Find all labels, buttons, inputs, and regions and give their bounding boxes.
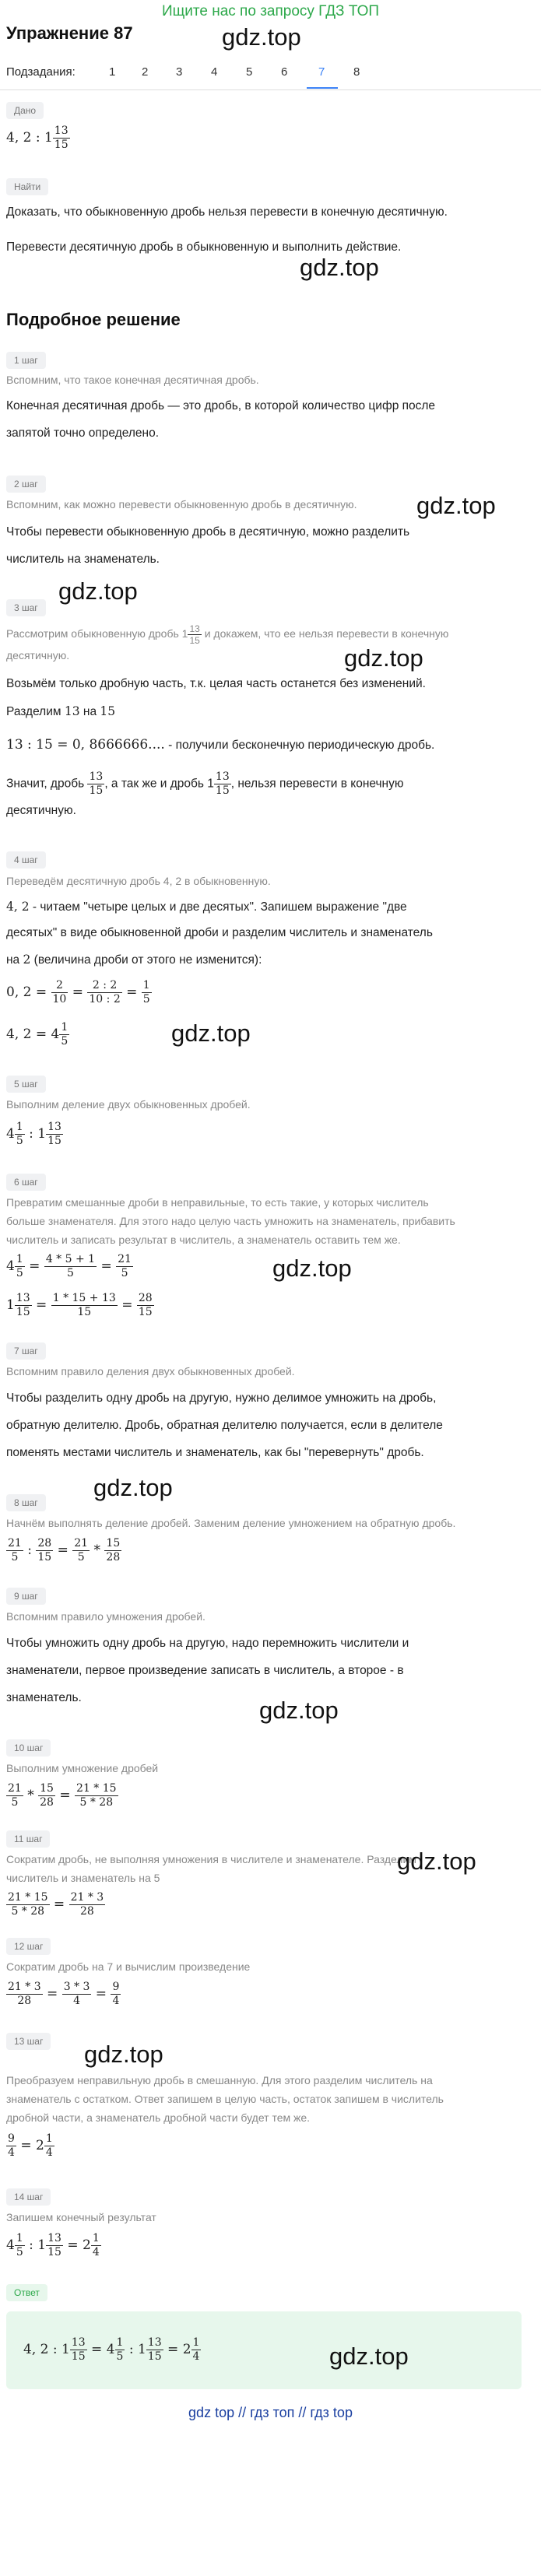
step-14-hint: Запишем конечный результат: [6, 2211, 156, 2223]
step-13-chip: 13 шаг: [6, 2033, 51, 2050]
find-line-1: Доказать, что обыкновенную дробь нельзя перевести в конечную десятичную.: [6, 205, 448, 219]
step-3-chip: 3 шаг: [6, 599, 46, 616]
step-13-hint-3: дробной части, а знаменатель дробной части будет тем же.: [6, 2111, 311, 2124]
step-9-hint: Вспомним правило умножения дробей.: [6, 1610, 206, 1623]
step-1-text-1: Конечная десятичная дробь — это дробь, в которой количество цифр после: [6, 399, 436, 412]
step-7-text-1: Чтобы разделить одну дробь на другую, нужно делимое умножить на дробь,: [6, 1392, 437, 1405]
page-title: Упражнение 87: [6, 23, 133, 43]
solution-title: Подробное решение: [6, 310, 181, 329]
step-4-hint: Переведём десятичную дробь 4, 2 в обыкновенную.: [6, 875, 271, 887]
step-9-text-3: знаменатель.: [6, 1691, 82, 1704]
watermark: gdz.top: [416, 492, 496, 519]
step-5-chip: 5 шаг: [6, 1076, 46, 1093]
find-chip: Найти: [6, 178, 48, 195]
top-banner[interactable]: Ищите нас по запросу ГДЗ ТОП: [161, 3, 380, 19]
step-11-expression: $\frac{21 * 15}{5 * 28}$ = $\frac{21 * 3}{28}$: [8, 1891, 104, 1918]
step-3-text-1: Возьмём только дробную часть, т.к. целая часть останется без изменений.: [6, 677, 426, 690]
watermark: gdz.top: [171, 1020, 251, 1047]
step-5-expression: 4 $\frac{1}{5}$ : 1 $\frac{13}{15}$: [6, 1121, 61, 1147]
watermark: gdz.top: [300, 254, 379, 281]
step-12-expression: $\frac{21 * 3}{28}$ = $\frac{3 * 3}{4}$ = $\frac{9}{4}$: [8, 1981, 120, 2007]
answer-expression: 4, 2 : 1 $\frac{13}{15}$ = 4 $\frac{1}{5}$ : 1 $\frac{13}{15}$ = 2 $\frac{1}{4}$: [23, 2336, 200, 2363]
step-2-text-2: числитель на знаменатель.: [6, 553, 160, 566]
step-12-hint: Сократим дробь на 7 и вычислим произведение: [6, 1960, 251, 1973]
step-4-text-2: десятых" в виде обыкновенной дроби и разделим числитель и знаменатель: [6, 926, 433, 939]
tab-2[interactable]: 2: [142, 65, 149, 79]
divider: [0, 89, 541, 90]
step-2-chip: 2 шаг: [6, 476, 46, 493]
step-9-chip: 9 шаг: [6, 1588, 46, 1605]
step-3-text-3: Значит, дробь $\frac{13}{15}$ , а так же и дробь 1 $\frac{13}{15}$ , нельзя перевести в конечную: [6, 770, 404, 797]
watermark: gdz.top: [397, 1848, 476, 1875]
watermark: gdz.top: [93, 1474, 173, 1501]
answer-box: [6, 2311, 522, 2389]
step-11-chip: 11 шаг: [6, 1830, 50, 1848]
tab-7[interactable]: 7: [318, 65, 325, 79]
step-5-hint: Выполним деление двух обыкновенных дробей.: [6, 1098, 251, 1111]
active-tab-indicator: [307, 87, 338, 89]
tab-8[interactable]: 8: [353, 65, 360, 79]
step-3-text-4: десятичную.: [6, 804, 76, 817]
step-6-row-1: 4 $\frac{1}{5}$ = $\frac{4 * 5 + 1}{5}$ = $\frac{21}{5}$: [6, 1253, 132, 1279]
step-13-expression: $\frac{9}{4}$ = 2 $\frac{1}{4}$: [8, 2132, 53, 2159]
step-6-hint-2: больше знаменателя. Для этого надо целую часть умножить на знаменатель, прибавить: [6, 1215, 455, 1227]
step-1-hint: Вспомним, что такое конечная десятичная дробь.: [6, 374, 259, 386]
step-4-equation-1: 0, 2 = $\frac{2}{10}$ = $\frac{2 : 2}{10 : 2}$ = $\frac{1}{5}$: [6, 979, 150, 1005]
watermark: gdz.top: [272, 1255, 352, 1282]
step-10-hint: Выполним умножение дробей: [6, 1762, 159, 1774]
step-3-hint: Рассмотрим обыкновенную дробь 1 $\frac{13}{15}$ и докажем, что ее нельзя перевести в конечную: [6, 623, 449, 646]
step-8-expression: $\frac{21}{5}$ : $\frac{28}{15}$ = $\frac{21}{5}$ * $\frac{15}{28}$: [8, 1537, 121, 1563]
step-3-text-2: Разделим 13 на 15: [6, 704, 116, 718]
step-7-chip: 7 шаг: [6, 1342, 46, 1360]
step-4-chip: 4 шаг: [6, 851, 46, 869]
step-8-chip: 8 шаг: [6, 1494, 46, 1511]
given-chip: Дано: [6, 102, 44, 119]
step-9-text-1: Чтобы умножить одну дробь на другую, надо перемножить числители и: [6, 1637, 409, 1650]
watermark: gdz.top: [259, 1697, 339, 1724]
tab-1[interactable]: 1: [109, 65, 116, 79]
watermark: gdz.top: [222, 23, 301, 51]
find-line-2: Перевести десятичную дробь в обыкновенную и выполнить действие.: [6, 240, 402, 254]
watermark: gdz.top: [329, 2343, 409, 2370]
step-1-chip: 1 шаг: [6, 352, 46, 369]
answer-chip: Ответ: [6, 2284, 47, 2301]
given-expression: 4, 2 : 1 $\frac{13}{15}$: [6, 125, 69, 151]
step-1-text-2: запятой точно определено.: [6, 426, 160, 440]
step-9-text-2: знаменатели, первое произведение записать в числитель, а второе - в: [6, 1664, 404, 1677]
step-10-expression: $\frac{21}{5}$ * $\frac{15}{28}$ = $\frac{21 * 15}{5 * 28}$: [8, 1782, 117, 1809]
tab-3[interactable]: 3: [176, 65, 183, 79]
step-3-calc: 13 : 15 = 0, 8666666.... - получили бесконечную периодическую дробь.: [6, 737, 435, 753]
step-6-chip: 6 шаг: [6, 1174, 46, 1191]
tab-5[interactable]: 5: [246, 65, 253, 79]
step-13-hint-1: Преобразуем неправильную дробь в смешанную. Для этого разделим числитель на: [6, 2074, 433, 2086]
step-6-row-2: 1 $\frac{13}{15}$ = $\frac{1 * 15 + 13}{15}$ = $\frac{28}{15}$: [6, 1292, 153, 1318]
step-14-chip: 14 шаг: [6, 2188, 51, 2206]
step-12-chip: 12 шаг: [6, 1938, 51, 1955]
step-6-hint-3: числитель и записать результат в числитель, а знаменатель оставить тем же.: [6, 1234, 401, 1246]
step-14-expression: 4 $\frac{1}{5}$ : 1 $\frac{13}{15}$ = 2 $\frac{1}{4}$: [6, 2232, 100, 2258]
step-8-hint: Начнём выполнять деление дробей. Заменим деление умножением на обратную дробь.: [6, 1517, 456, 1529]
step-11-hint-1: Сократим дробь, не выполняя умножения в числителе и знаменателе. Разделим: [6, 1853, 416, 1865]
step-4-equation-2: 4, 2 = 4 $\frac{1}{5}$: [6, 1021, 69, 1048]
footer-links[interactable]: gdz top // гдз топ // гдз top: [188, 2405, 353, 2420]
step-7-hint: Вспомним правило деления двух обыкновенных дробей.: [6, 1365, 295, 1377]
watermark: gdz.top: [58, 577, 138, 605]
step-10-chip: 10 шаг: [6, 1739, 51, 1757]
step-4-text-1: 4, 2 - читаем "четыре целых и две десятых". Запишем выражение "две: [6, 900, 407, 914]
watermark: gdz.top: [344, 644, 423, 672]
watermark: gdz.top: [84, 2041, 163, 2068]
tab-4[interactable]: 4: [211, 65, 218, 79]
step-4-text-3: на 2 (величина дроби от этого не изменится):: [6, 953, 262, 967]
step-6-hint-1: Превратим смешанные дроби в неправильные, то есть такие, у которых числитель: [6, 1196, 429, 1209]
step-7-text-3: поменять местами числитель и знаменатель, как бы "перевернуть" дробь.: [6, 1446, 424, 1459]
step-2-hint: Вспомним, как можно перевести обыкновенную дробь в десятичную.: [6, 498, 357, 511]
step-13-hint-2: знаменатель с остатком. Ответ запишем в целую часть, остаток запишем в числитель: [6, 2093, 444, 2105]
subtasks-label: Подзадания:: [6, 65, 76, 79]
step-2-text-1: Чтобы перевести обыкновенную дробь в десятичную, можно разделить: [6, 525, 410, 539]
step-11-hint-2: числитель и знаменатель на 5: [6, 1872, 160, 1884]
step-7-text-2: обратную делителю. Дробь, обратная делителю получается, если в делителе: [6, 1419, 443, 1432]
step-3-hint-cont: десятичную.: [6, 649, 70, 662]
tab-6[interactable]: 6: [281, 65, 288, 79]
